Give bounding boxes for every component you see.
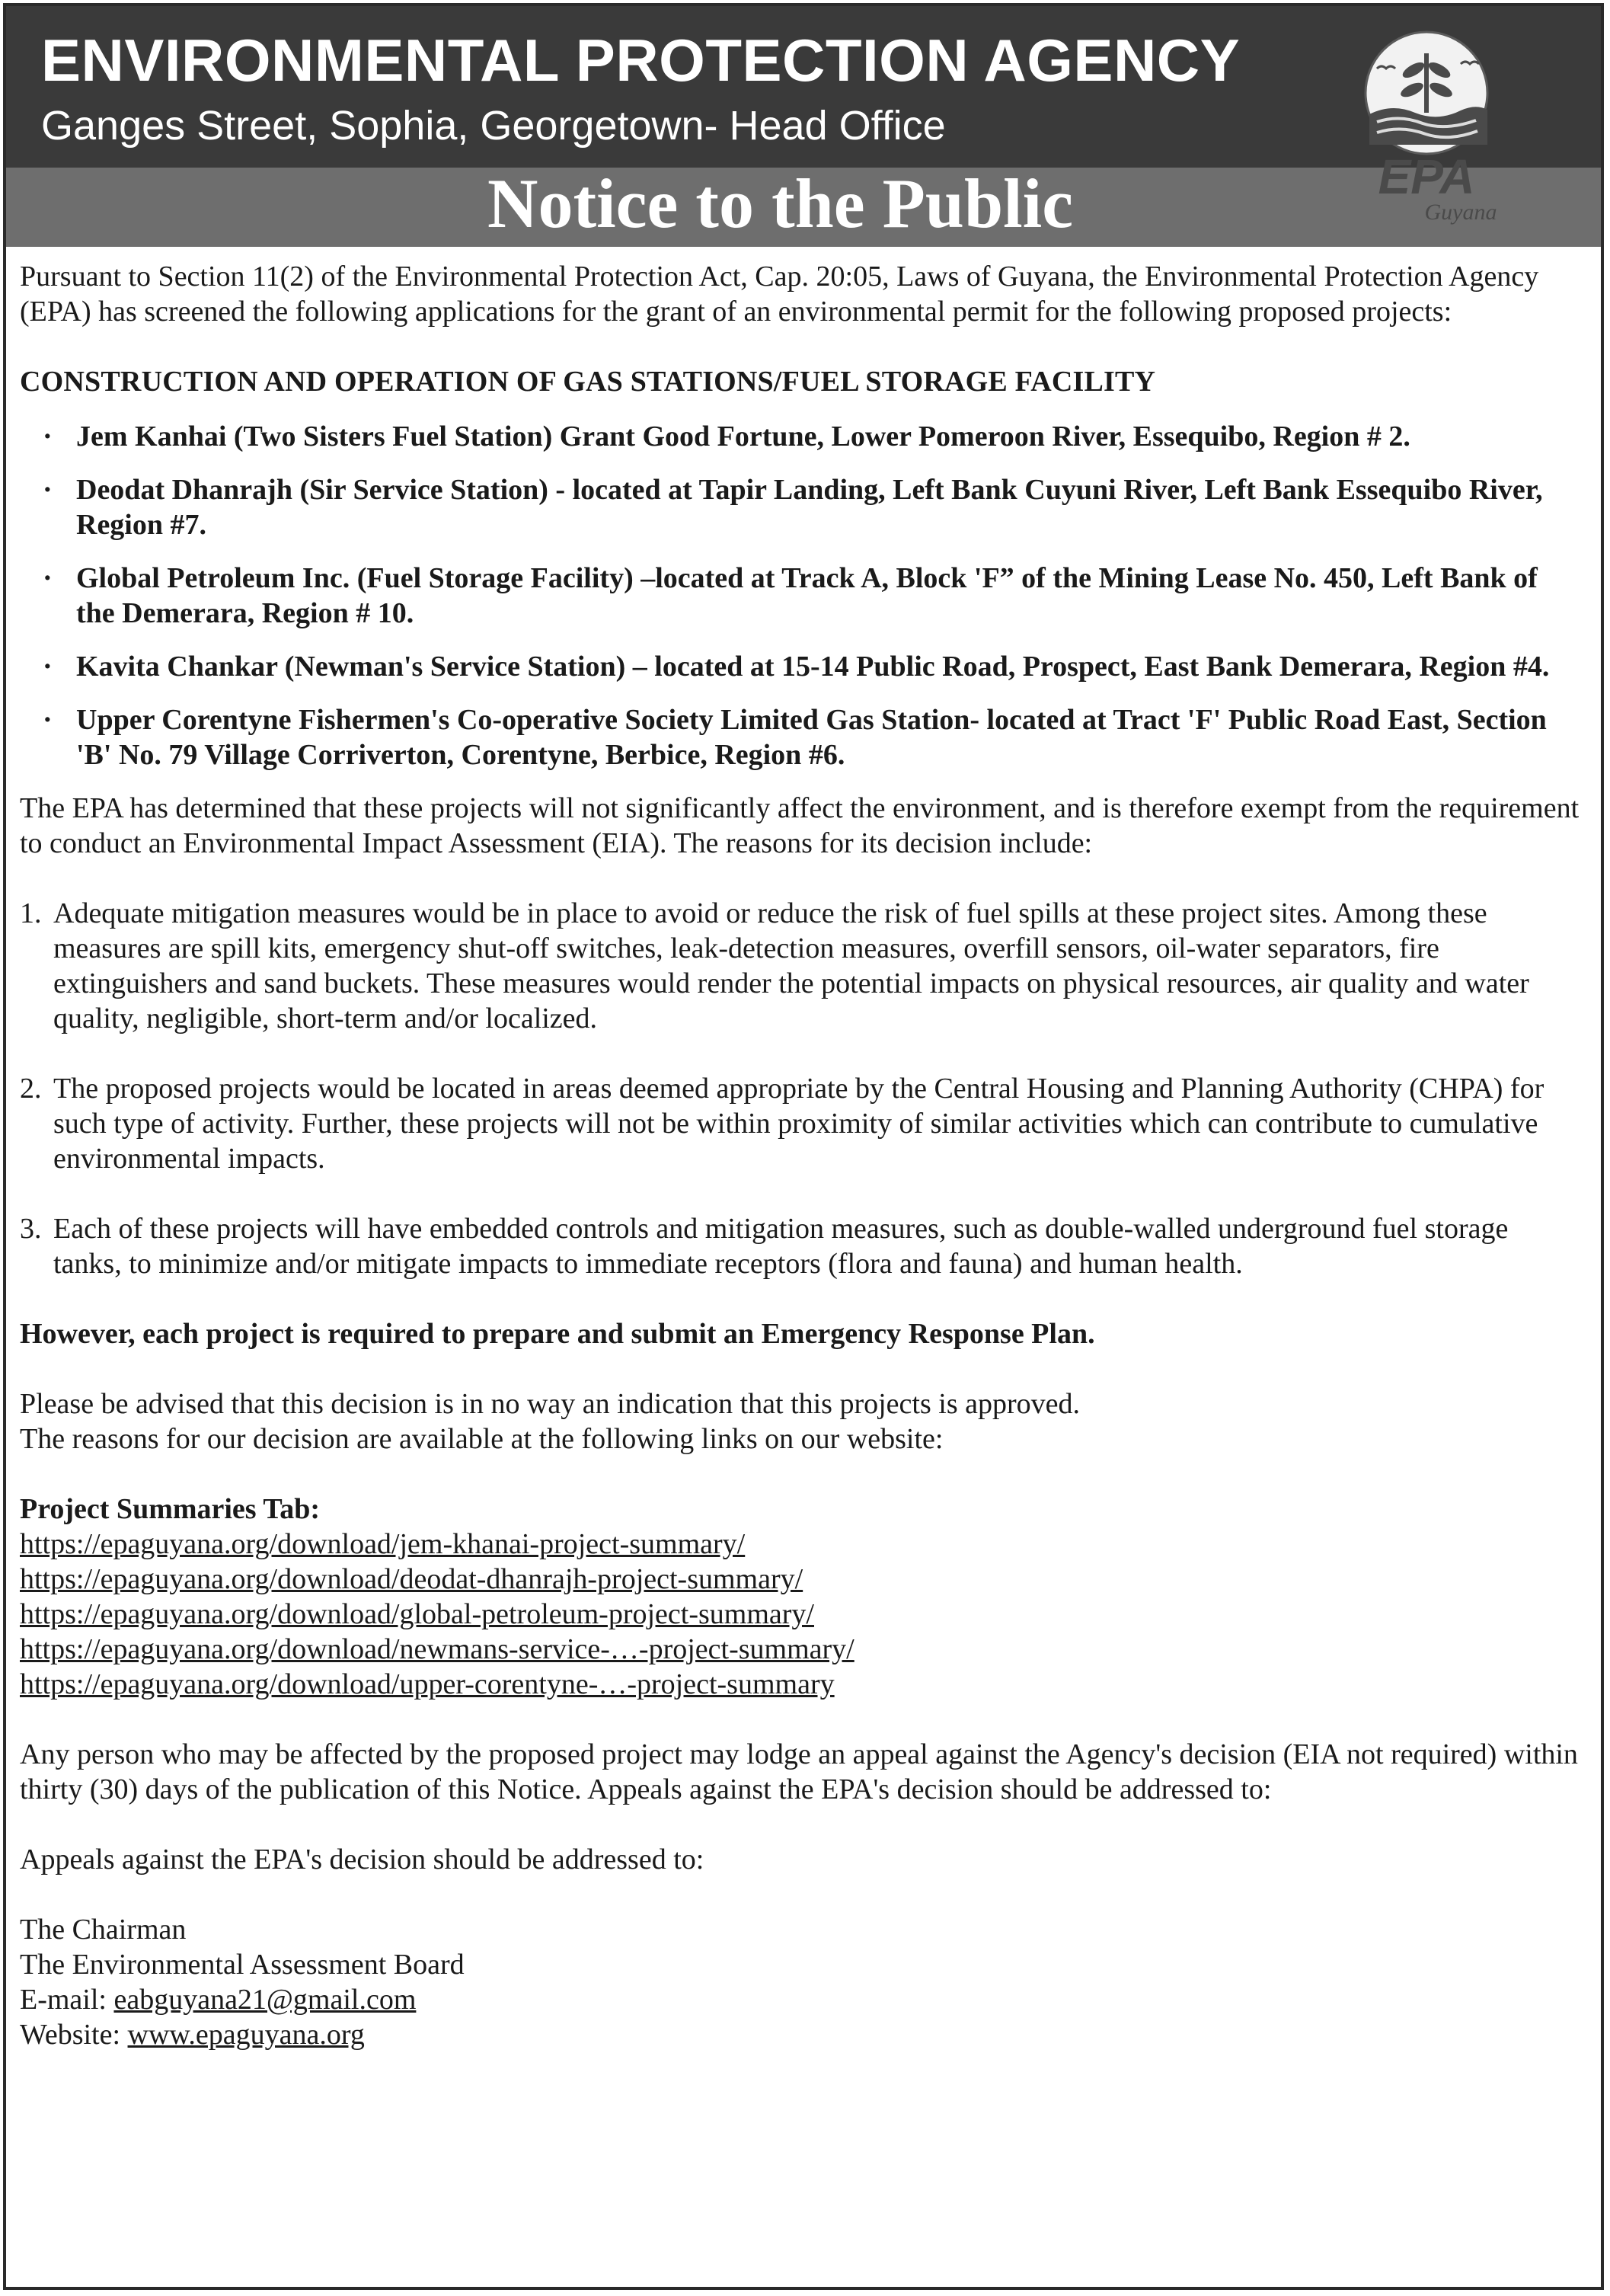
project-summary-link[interactable]: https://epaguyana.org/download/deodat-dhanrajh-project-summary/ [20, 1563, 803, 1595]
intro-paragraph: Pursuant to Section 11(2) of the Environmental Protection Act, Cap. 20:05, Laws of Guyana, the Environmental Protection Agency (EPA) has screened the following applications for the grant of an environmental permit for the following proposed projects: [20, 261, 1539, 328]
project-item: · Upper Corentyne Fishermen's Co-operative Society Limited Gas Station- located at Tract 'F' Public Road East, Section 'B' No. 79 Village Corriverton, Corentyne, Berbice, Region #6. [43, 704, 1547, 771]
project-summary-link[interactable]: https://epaguyana.org/download/newmans-service-…-project-summary/ [20, 1633, 855, 1665]
contact-board: The Environmental Assessment Board [20, 1949, 465, 1981]
project-summary-link[interactable]: https://epaguyana.org/download/global-petroleum-project-summary/ [20, 1598, 814, 1630]
website-link[interactable]: www.epaguyana.org [127, 2019, 365, 2051]
contact-name: The Chairman [20, 1914, 187, 1946]
epa-logo-icon [1346, 30, 1506, 229]
project-summary-link[interactable]: https://epaguyana.org/download/jem-khanai-project-summary/ [20, 1528, 746, 1560]
advice-line: The reasons for our decision are available at the following links on our website: [20, 1423, 944, 1455]
determination-paragraph: The EPA has determined that these projects will not significantly affect the environment, and is therefore exempt from the requirement to conduct an Environmental Impact Assessment (EIA). The reasons for its decision include: [20, 792, 1580, 859]
logo-text: EPA [1378, 149, 1475, 204]
section-heading: CONSTRUCTION AND OPERATION OF GAS STATIONS/FUEL STORAGE FACILITY [20, 366, 1156, 398]
email-link[interactable]: eabguyana21@gmail.com [113, 1984, 417, 2016]
reason-item: 3. Each of these projects will have embedded controls and mitigation measures, such as double-walled underground fuel storage tanks, to minimize and/or mitigate impacts to immediate receptors (flora and fauna) and human health. [20, 1213, 1509, 1280]
appeal-addressed: Appeals against the EPA's decision should be addressed to: [20, 1844, 704, 1875]
bullet-icon: · [43, 474, 53, 506]
project-item: · Deodat Dhanrajh (Sir Service Station) - located at Tapir Landing, Left Bank Cuyuni River, Left Bank Essequibo River, Region #7. [43, 474, 1543, 541]
reason-item: 2. The proposed projects would be located in areas deemed appropriate by the Central Housing and Planning Authority (CHPA) for such type of activity. Further, these projects will not be within proximity of similar activities which can contribute to cumulative environmental impacts. [20, 1073, 1545, 1175]
contact-email-row: E-mail: eabguyana21@gmail.com [20, 1984, 417, 2016]
bullet-icon: · [43, 421, 53, 452]
bullet-icon: · [43, 562, 53, 594]
links-heading: Project Summaries Tab: [20, 1493, 321, 1525]
contact-website-row: Website: www.epaguyana.org [20, 2019, 365, 2051]
bullet-icon: · [43, 651, 53, 683]
notice-body [20, 259, 1581, 2052]
erp-notice: However, each project is required to prepare and submit an Emergency Response Plan. [20, 1318, 1095, 1350]
project-summary-link[interactable]: https://epaguyana.org/download/upper-corentyne-…-project-summary [20, 1668, 835, 1700]
project-item: · Kavita Chankar (Newman's Service Station) – located at 15-14 Public Road, Prospect, East Bank Demerara, Region #4. [43, 651, 1550, 683]
agency-name: ENVIRONMENTAL PROTECTION AGENCY [41, 27, 1241, 94]
reason-item: 1. Adequate mitigation measures would be in place to avoid or reduce the risk of fuel spills at these project sites. Among these measures are spill kits, emergency shut-off switches, leak-detection measures, overfill sensors, oil-water separators, fire extinguishers and sand buckets. These measures would render the potential impacts on physical resources, air quality and water quality, negligible, short-term and/or localized. [20, 897, 1529, 1034]
project-item: · Global Petroleum Inc. (Fuel Storage Facility) –located at Track A, Block 'F” of the Mining Lease No. 450, Left Bank of the Demerara, Region # 10. [43, 562, 1538, 629]
project-item: · Jem Kanhai (Two Sisters Fuel Station) Grant Good Fortune, Lower Pomeroon River, Essequibo, Region # 2. [43, 421, 1410, 452]
bullet-icon: · [43, 704, 53, 736]
notice-title: Notice to the Public [487, 165, 1074, 242]
agency-address: Ganges Street, Sophia, Georgetown- Head Office [41, 103, 946, 149]
advice-line: Please be advised that this decision is in no way an indication that this projects is approved. [20, 1388, 1080, 1420]
logo-subtext: Guyana [1424, 200, 1497, 225]
appeal-paragraph: Any person who may be affected by the proposed project may lodge an appeal against the Agency's decision (EIA not required) within thirty (30) days of the publication of this Notice. Appeals against the EPA's decision should be addressed to: [20, 1738, 1578, 1805]
